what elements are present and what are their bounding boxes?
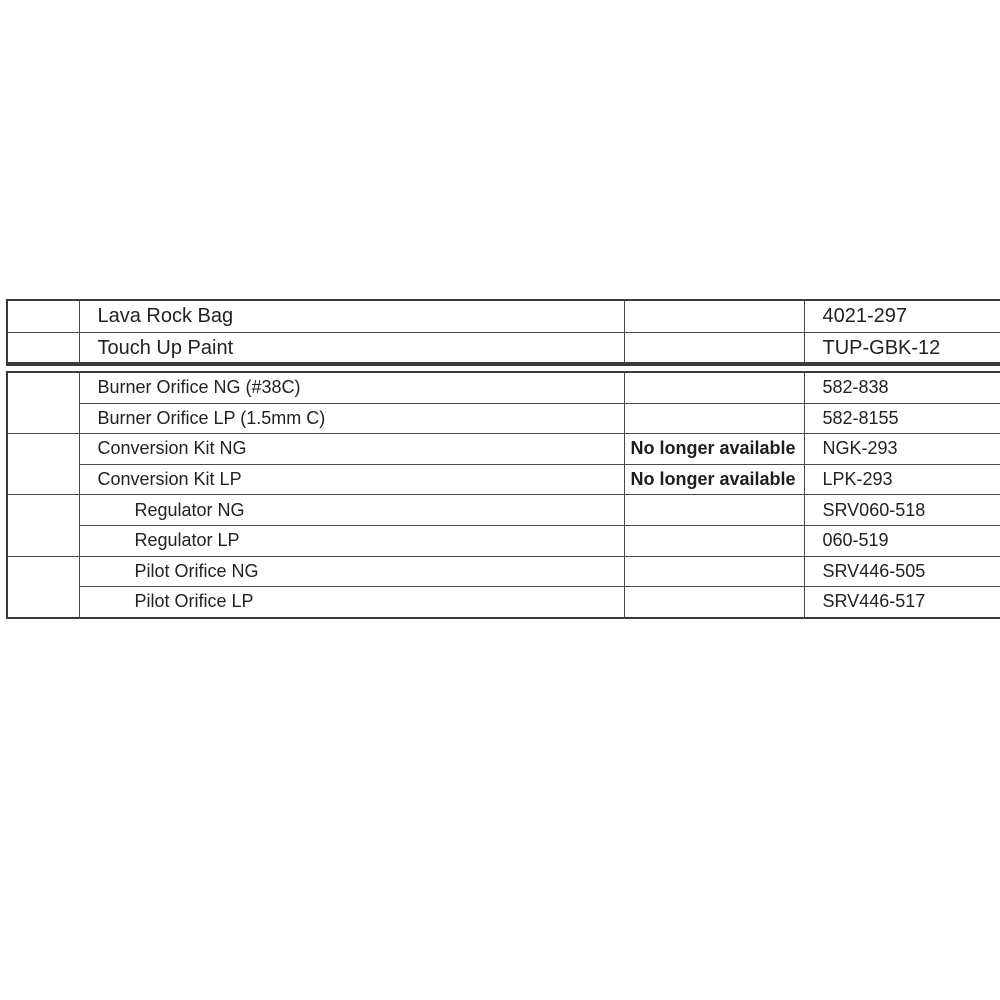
index-cell: [7, 495, 79, 556]
part-number-cell: 060-519: [804, 525, 1000, 556]
description-cell: Conversion Kit NG: [79, 434, 624, 465]
part-number-cell: 582-8155: [804, 403, 1000, 434]
table-row: [7, 300, 1000, 333]
index-cell: [7, 372, 79, 434]
index-cell: [7, 556, 79, 618]
table-row: [7, 434, 1000, 465]
part-number-cell: NGK-293: [804, 434, 1000, 465]
part-number-cell: LPK-293: [804, 464, 1000, 495]
parts-table-top: [6, 299, 1000, 366]
table-row: [7, 587, 1000, 618]
description-cell: Touch Up Paint: [79, 333, 624, 366]
note-cell: [624, 525, 804, 556]
parts-table-bottom: [6, 371, 1000, 619]
note-cell: No longer available: [624, 464, 804, 495]
section-divider: [6, 362, 1000, 364]
index-cell: [7, 333, 79, 366]
description-cell: Burner Orifice NG (#38C): [79, 372, 624, 403]
note-cell: [624, 333, 804, 366]
part-number-cell: TUP-GBK-12: [804, 333, 1000, 366]
description-cell: Lava Rock Bag: [79, 300, 624, 333]
note-cell: [624, 587, 804, 618]
note-cell: [624, 300, 804, 333]
part-number-cell: SRV446-505: [804, 556, 1000, 587]
table-row: [7, 372, 1000, 403]
part-number-cell: SRV446-517: [804, 587, 1000, 618]
note-cell: [624, 403, 804, 434]
index-cell: [7, 434, 79, 495]
description-cell: Regulator LP: [79, 525, 624, 556]
description-cell: Burner Orifice LP (1.5mm C): [79, 403, 624, 434]
table-row: [7, 464, 1000, 495]
table-row: [7, 333, 1000, 366]
description-cell: Conversion Kit LP: [79, 464, 624, 495]
note-cell: No longer available: [624, 434, 804, 465]
description-cell: Regulator NG: [79, 495, 624, 526]
part-number-cell: 4021-297: [804, 300, 1000, 333]
part-number-cell: 582-838: [804, 372, 1000, 403]
note-cell: [624, 495, 804, 526]
table-row: [7, 495, 1000, 526]
index-cell: [7, 300, 79, 333]
part-number-cell: SRV060-518: [804, 495, 1000, 526]
description-cell: Pilot Orifice NG: [79, 556, 624, 587]
table-row: [7, 556, 1000, 587]
description-cell: Pilot Orifice LP: [79, 587, 624, 618]
table-row: [7, 525, 1000, 556]
note-cell: [624, 372, 804, 403]
table-row: [7, 403, 1000, 434]
note-cell: [624, 556, 804, 587]
